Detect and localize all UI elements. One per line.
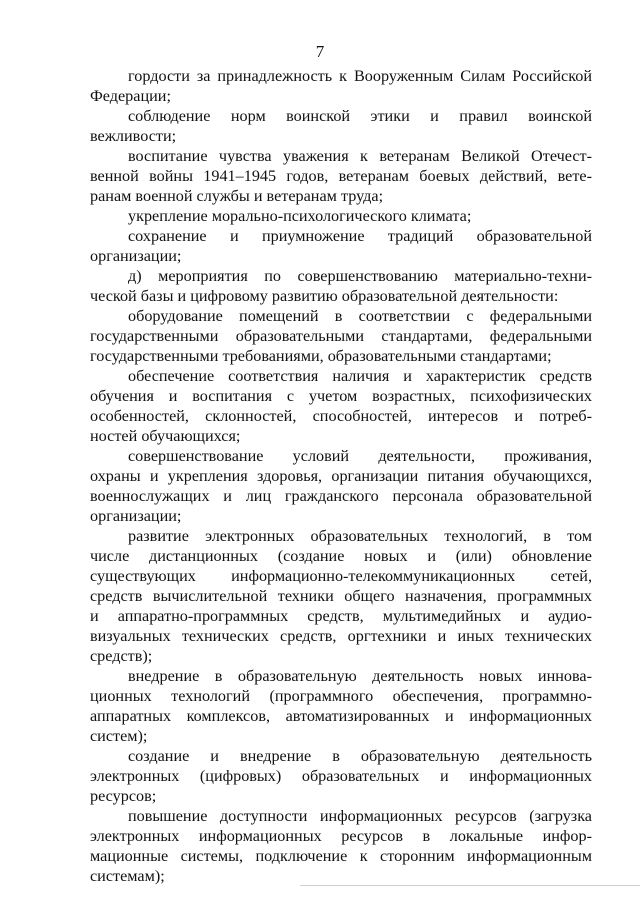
text-line: средств); xyxy=(90,647,153,665)
text-line: Федерации; xyxy=(90,87,171,105)
text-line: электронных (цифровых) образовательных и информационных xyxy=(90,767,592,785)
scan-edge-line xyxy=(300,885,640,886)
paragraph xyxy=(90,266,592,306)
paragraph xyxy=(90,366,592,446)
page-number: 7 xyxy=(315,42,325,61)
text-line: вежливости; xyxy=(90,127,177,145)
text-line: числе дистанционных (создание новых и (или) обновление xyxy=(90,547,592,565)
text-line: повышение доступности информационных ресурсов (загрузка xyxy=(128,807,592,825)
paragraph xyxy=(90,106,592,146)
text-line: соблюдение норм воинской этики и правил воинской xyxy=(128,107,592,125)
paragraph xyxy=(90,666,592,746)
text-line: особенностей, склонностей, способностей, интересов и потреб- xyxy=(90,407,592,425)
text-line: военнослужащих и лиц гражданского персонала образовательной xyxy=(90,487,592,505)
text-line: систем); xyxy=(90,727,148,745)
text-line: внедрение в образовательную деятельность новых иннова- xyxy=(128,667,592,685)
paragraph xyxy=(90,526,592,666)
text-line: гордости за принадлежность к Вооруженным Силам Российской xyxy=(128,67,592,85)
paragraph xyxy=(90,146,592,206)
text-line: электронных информационных ресурсов в локальные инфор- xyxy=(90,827,592,845)
document-body xyxy=(90,66,592,886)
paragraph xyxy=(90,206,592,226)
text-line: обучения и воспитания с учетом возрастных, психофизических xyxy=(90,387,592,405)
text-line: государственными требованиями, образовательными стандартами; xyxy=(90,347,552,365)
paragraph xyxy=(90,226,592,266)
text-line: развитие электронных образовательных технологий, в том xyxy=(128,527,592,545)
text-line: укрепление морально-психологического климата; xyxy=(128,207,472,225)
text-line: венной войны 1941–1945 годов, ветеранам боевых действий, вете- xyxy=(90,167,592,185)
text-line: средств вычислительной техники общего назначения, программных xyxy=(90,587,592,605)
text-line: аппаратных комплексов, автоматизированных и информационных xyxy=(90,707,592,725)
text-line: системам); xyxy=(90,867,165,885)
text-line: совершенствование условий деятельности, проживания, xyxy=(128,447,592,465)
text-line: существующих информационно-телекоммуникационных сетей, xyxy=(90,567,592,585)
text-line: организации; xyxy=(90,507,182,525)
text-line: обеспечение соответствия наличия и характеристик средств xyxy=(128,367,592,385)
text-line: мационные системы, подключение к сторонним информационным xyxy=(90,847,592,865)
paragraph xyxy=(90,806,592,886)
paragraph xyxy=(90,746,592,806)
paragraph xyxy=(90,66,592,106)
text-line: и аппаратно-программных средств, мультимедийных и аудио- xyxy=(90,607,592,625)
text-line: создание и внедрение в образовательную деятельность xyxy=(128,747,592,765)
text-line: ранам военной службы и ветеранам труда; xyxy=(90,187,384,205)
paragraph xyxy=(90,446,592,526)
text-line: организации; xyxy=(90,247,182,265)
text-line: визуальных технических средств, оргтехники и иных технических xyxy=(90,627,592,645)
text-line: воспитание чувства уважения к ветеранам Великой Отечест- xyxy=(128,147,592,165)
text-line: оборудование помещений в соответствии с федеральными xyxy=(128,307,592,325)
paragraph xyxy=(90,306,592,366)
text-line: ресурсов; xyxy=(90,787,157,805)
text-line: ционных технологий (программного обеспечения, программно- xyxy=(90,687,592,705)
text-line: охраны и укрепления здоровья, организации питания обучающихся, xyxy=(90,467,592,485)
text-line: сохранение и приумножение традиций образовательной xyxy=(128,227,592,245)
text-line: государственными образовательными стандартами, федеральными xyxy=(90,327,592,345)
text-line: ческой базы и цифровому развитию образовательной деятельности: xyxy=(90,287,559,305)
text-line: д) мероприятия по совершенствованию материально-техни- xyxy=(128,267,592,285)
text-line: ностей обучающихся; xyxy=(90,427,241,445)
